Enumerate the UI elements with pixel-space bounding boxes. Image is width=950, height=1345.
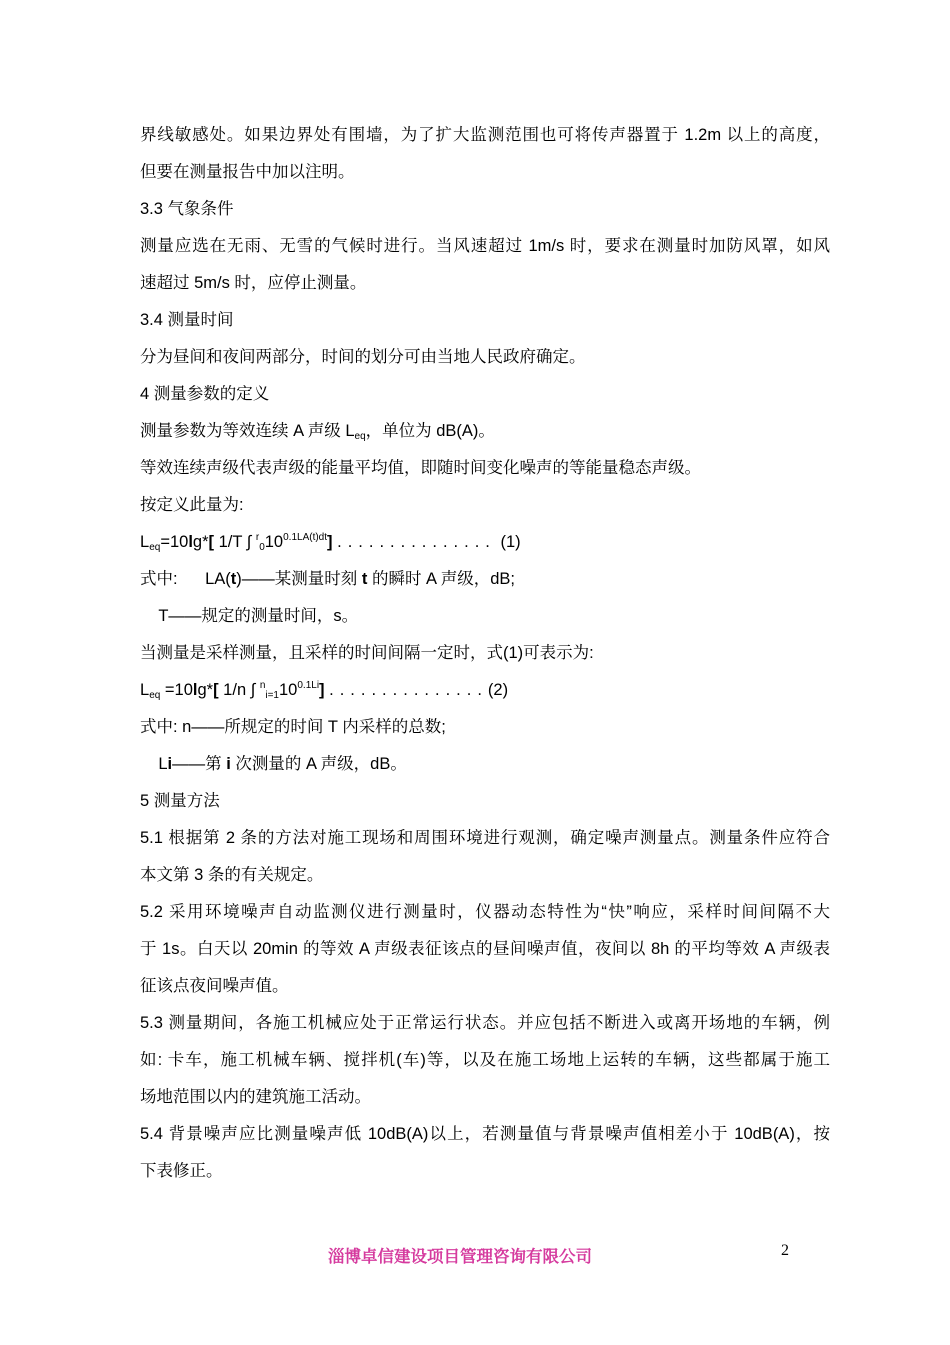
text-line: 当测量是采样测量，且采样的时间间隔一定时，式(1)可表示为:	[140, 644, 594, 662]
text-line: 但要在测量报告中加以注明。	[140, 163, 355, 181]
text-line: 按定义此量为:	[140, 496, 244, 514]
text-line: 3.4 测量时间	[140, 311, 234, 329]
text-line: 界线敏感处。如果边界处有围墙，为了扩大监测范围也可将传声器置于 1.2m 以上的高度，	[140, 126, 830, 144]
text-line: 下表修正。	[140, 1162, 223, 1180]
footer-company-name: 淄博卓信建设项目管理咨询有限公司	[328, 1248, 592, 1266]
text-line: 如: 卡车，施工机械车辆、搅拌机(车)等，以及在施工场地上运转的车辆，这些都属于施工	[140, 1051, 830, 1069]
text-line: Li——第 i 次测量的 A 声级，dB。	[140, 755, 407, 773]
text-line: T——规定的测量时间，s。	[140, 607, 359, 625]
text-line: 分为昼间和夜间两部分，时间的划分可由当地人民政府确定。	[140, 348, 586, 366]
text-line: 5.2 采用环境噪声自动监测仪进行测量时，仪器动态特性为“快”响应，采样时间间隔不大	[140, 903, 830, 921]
text-line: 本文第 3 条的有关规定。	[140, 866, 324, 884]
text-line: 征该点夜间噪声值。	[140, 977, 289, 995]
text-line: 5 测量方法	[140, 792, 220, 810]
text-line: 5.4 背景噪声应比测量噪声低 10dB(A)以上，若测量值与背景噪声值相差小于 10dB(A)，按	[140, 1125, 830, 1143]
text-line: 3.3 气象条件	[140, 200, 234, 218]
text-line: 4 测量参数的定义	[140, 385, 270, 403]
text-line: 测量应选在无雨、无雪的气候时进行。当风速超过 1m/s 时，要求在测量时加防风罩，如风	[140, 237, 830, 255]
text-line: 于 1s。白天以 20min 的等效 A 声级表征该点的昼间噪声值，夜间以 8h 的平均等效 A 声级表	[140, 940, 830, 958]
text-line: 式中: n——所规定的时间 T 内采样的总数;	[140, 718, 446, 736]
document-body	[140, 117, 830, 1190]
page-number: 2	[781, 1242, 789, 1259]
text-line: 场地范围以内的建筑施工活动。	[140, 1088, 371, 1106]
text-line: 速超过 5m/s 时，应停止测量。	[140, 274, 367, 292]
text-line: 等效连续声级代表声级的能量平均值，即随时间变化噪声的等能量稳态声级。	[140, 459, 701, 477]
text-line: 5.3 测量期间，各施工机械应处于正常运行状态。并应包括不断进入或离开场地的车辆，例	[140, 1014, 830, 1032]
text-line: Leq=10lg*[ 1/T ∫ $^r010^{0.1LA(t)dt}$] ............... (1)	[140, 532, 521, 553]
text-line: 测量参数为等效连续 A 声级 Leq，单位为 dB(A)。	[140, 422, 495, 442]
text-line: 式中: LA(t)——某测量时刻 t 的瞬时 A 声级，dB;	[140, 570, 515, 588]
text-line: 5.1 根据第 2 条的方法对施工现场和周围环境进行观测，确定噪声测量点。测量条件应符合	[140, 829, 830, 847]
text-line: Leq =10lg*[ 1/n ∫ $^ni=110^{0.1Li}$] ...............(2)	[140, 680, 509, 701]
